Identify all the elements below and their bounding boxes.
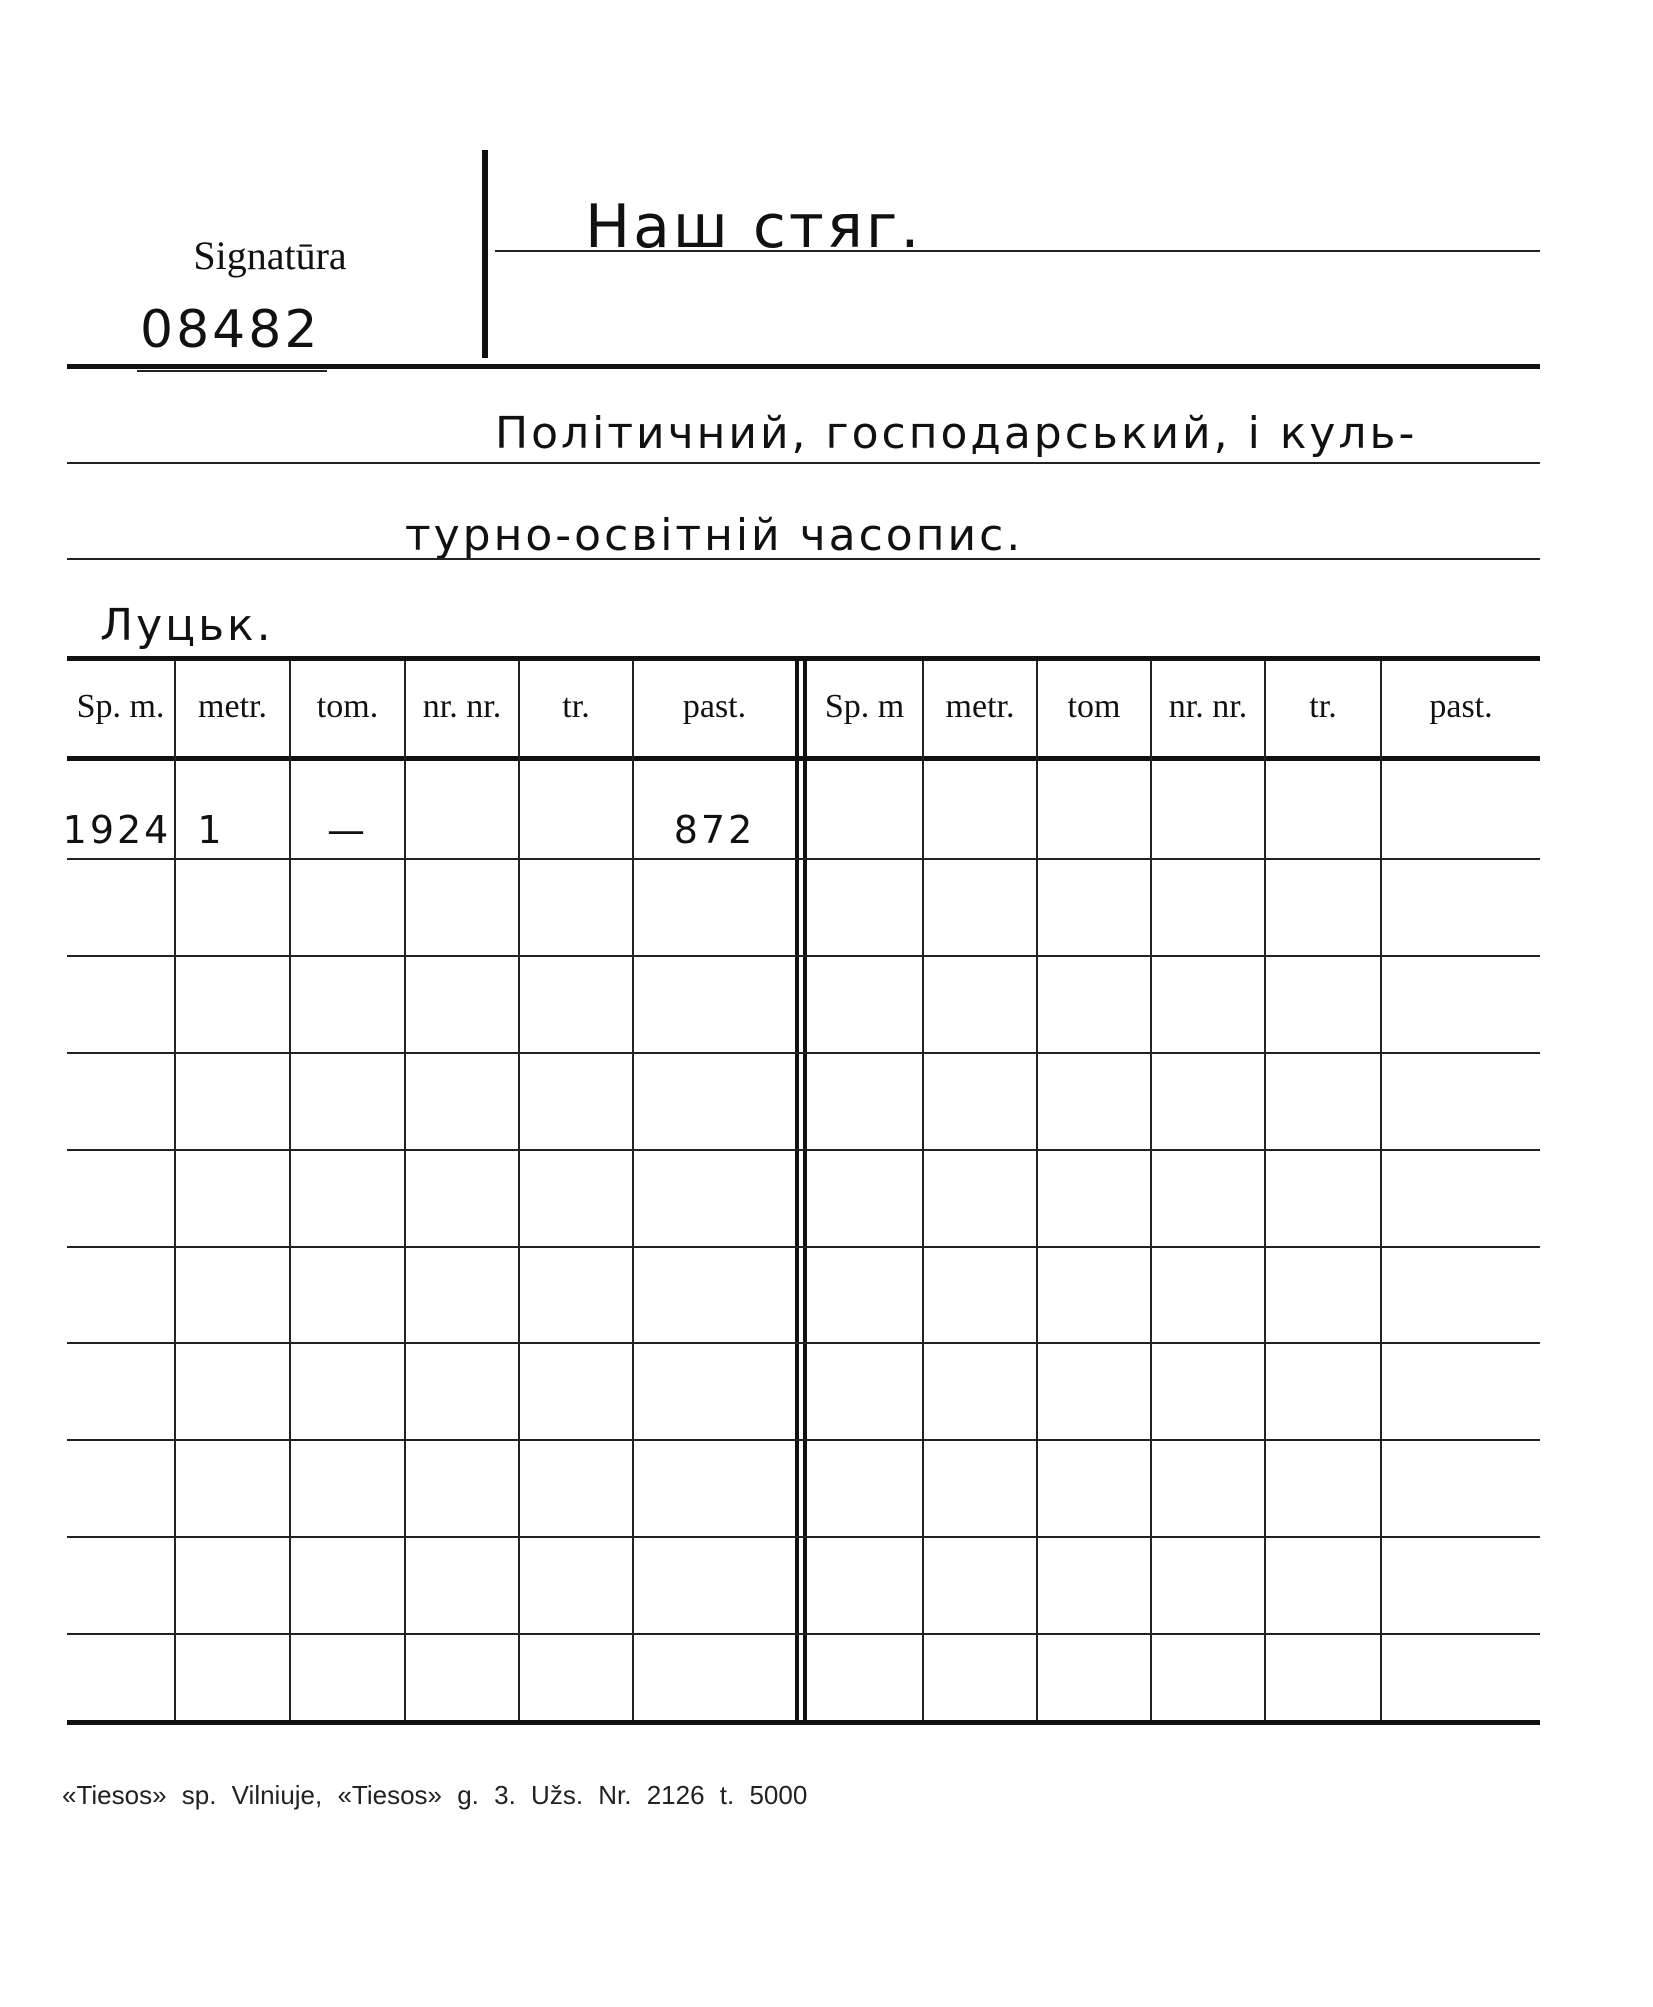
header-past: past. bbox=[682, 688, 747, 725]
col-divider bbox=[1380, 660, 1382, 1720]
cell-metr: 1 bbox=[197, 808, 225, 852]
cell-nr-nr bbox=[406, 808, 518, 858]
signature-label: Signatūra bbox=[193, 233, 347, 278]
header-bottom-rule bbox=[67, 364, 1540, 369]
subtitle-line-2: турно-освітній часопис. bbox=[405, 510, 1024, 561]
header-nr-nr: nr. nr. bbox=[422, 688, 502, 725]
cell-past: 872 bbox=[673, 808, 756, 852]
subtitle-rule-1 bbox=[67, 462, 1540, 464]
subtitle-rule-2 bbox=[67, 558, 1540, 560]
row-rule bbox=[67, 1149, 1540, 1151]
signature-underline bbox=[137, 370, 327, 372]
double-divider-b bbox=[803, 660, 807, 1720]
subtitle-line-1: Політичний, господарський, і куль- bbox=[495, 408, 1418, 459]
header-tom-right: tom bbox=[1067, 688, 1121, 725]
double-divider-a bbox=[795, 660, 799, 1720]
printer-footer: «Tiesos» sp. Vilniuje, «Tiesos» g. 3. Užs. Nr. 2126 t. 5000 bbox=[62, 1780, 808, 1810]
header-tom: tom. bbox=[316, 688, 379, 725]
header-tr-right: tr. bbox=[1309, 688, 1337, 725]
title-underline bbox=[495, 250, 1540, 252]
col-divider bbox=[1036, 660, 1038, 1720]
header-nr-nr-right: nr. nr. bbox=[1168, 688, 1248, 725]
signature-number: 08482 bbox=[140, 300, 321, 360]
header-sp-m: Sp. m. bbox=[76, 688, 165, 725]
header-divider bbox=[482, 150, 488, 358]
header-past-right: past. bbox=[1429, 688, 1493, 725]
row-rule bbox=[67, 1439, 1540, 1441]
col-divider bbox=[1150, 660, 1152, 1720]
row-rule bbox=[67, 1633, 1540, 1635]
cell-year: 1924 bbox=[62, 808, 172, 852]
header-metr-right: metr. bbox=[945, 688, 1015, 725]
row-rule bbox=[67, 858, 1540, 860]
row-rule bbox=[67, 955, 1540, 957]
place-text: Луцьк. bbox=[100, 600, 274, 651]
header-tr: tr. bbox=[562, 688, 590, 725]
col-divider bbox=[922, 660, 924, 1720]
title-text: Наш стяг. bbox=[585, 192, 923, 262]
header-metr: metr. bbox=[198, 688, 267, 725]
cell-tr bbox=[520, 808, 632, 858]
row-rule bbox=[67, 1052, 1540, 1054]
row-rule bbox=[67, 1246, 1540, 1248]
col-divider bbox=[1264, 660, 1266, 1720]
row-rule bbox=[67, 1536, 1540, 1538]
row-rule bbox=[67, 1342, 1540, 1344]
header-sp-m-right: Sp. m bbox=[824, 688, 905, 725]
table-bottom-rule bbox=[67, 1720, 1540, 1725]
cell-tom: — bbox=[327, 808, 368, 852]
